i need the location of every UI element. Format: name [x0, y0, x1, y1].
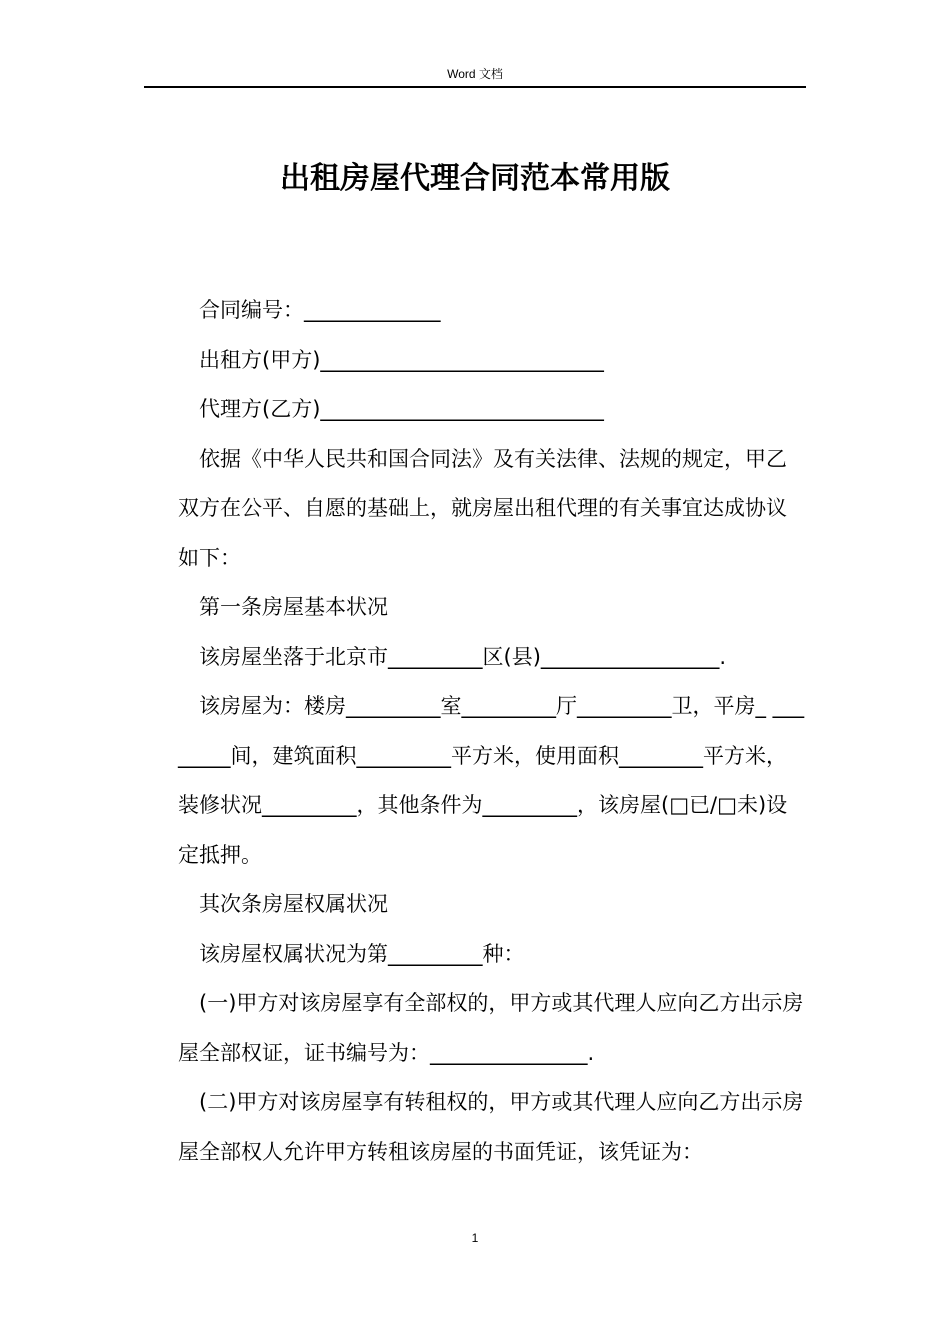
page-number: 1 — [471, 1231, 479, 1245]
house-location-paragraph: 该房屋坐落于北京市_________区(县)_________________. — [199, 644, 727, 669]
ownership-type-paragraph: 该房屋权属状况为第_________种： — [199, 941, 525, 966]
document-body — [178, 286, 806, 1177]
preamble-paragraph: 依据《中华人民共和国合同法》及有关法律、法规的规定，甲乙双方在公平、自愿的基础上，就房屋出租代理的有关事宜达成协议如下： — [178, 446, 787, 570]
article-1-heading: 第一条房屋基本状况 — [199, 595, 388, 619]
contract-number-line: 合同编号：_____________ — [199, 298, 441, 322]
article-2-heading: 其次条房屋权属状况 — [199, 892, 388, 916]
page-header: Word 文档 — [447, 67, 503, 81]
house-details-paragraph: 该房屋为：楼房_________室_________厅_________卫，平房_ ________间，建筑面积_________平方米，使用面积________平方米，装修状况_________，其他条件为_________，该房屋(□已/□未)设定抵押。 — [178, 694, 805, 867]
ownership-clause-1: (一)甲方对该房屋享有全部权的，甲方或其代理人应向乙方出示房屋全部权证，证书编号为：_______________. — [178, 991, 804, 1065]
header-divider — [144, 86, 806, 88]
lessor-line: 出租方(甲方)___________________________ — [199, 347, 604, 372]
ownership-clause-2: (二)甲方对该房屋享有转租权的，甲方或其代理人应向乙方出示房屋全部权人允许甲方转租该房屋的书面凭证，该凭证为： — [178, 1090, 804, 1164]
agent-line: 代理方(乙方)___________________________ — [199, 397, 604, 421]
document-title: 出租房屋代理合同范本常用版 — [280, 161, 670, 196]
